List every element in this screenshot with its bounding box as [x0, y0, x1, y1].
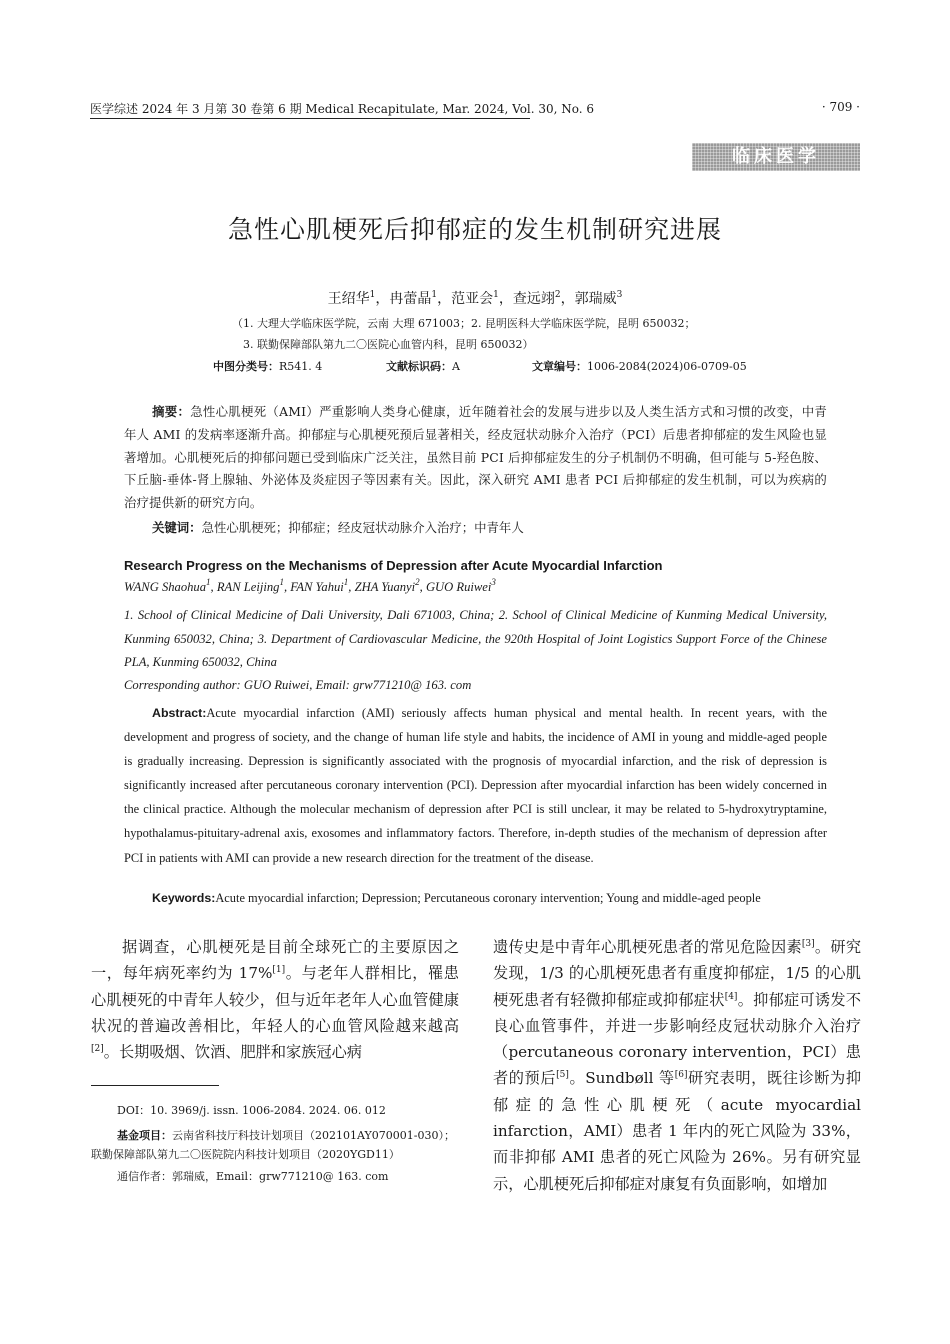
body-text: 。与老年人群相比，罹患心肌梗死的中青年人较少，但与近年老年人心血管健康状况的普遍改善相比，年轻人的心血管风险越来越高	[91, 964, 459, 1035]
body-column-right	[493, 934, 861, 1197]
art-value: 1006-2084(2024)06-0709-05	[587, 360, 747, 373]
article-title: 急性心肌梗死后抑郁症的发生机制研究进展	[227, 215, 722, 244]
citation: [3]	[801, 939, 815, 949]
author-list: 王绍华$^1$，冉蕾晶$^1$，范亚会$^1$，查远翊$^2$，郭瑞威$^3$	[327, 290, 623, 307]
english-keywords	[152, 891, 761, 906]
abstract-en-text: Acute myocardial infarction (AMI) seriously affects human physical and mental health. In recent years, with the development and progress of society, and the change of human life style and habits, the incidence of AMI in young and middle-aged people is gradually increasing. Depression is significantly associated with the prognosis of myocardial infarction, and the risk of depression is significantly increased after percutaneous coronary intervention (PCI). Depression after myocardial infarction has been widely concerned in the clinical practice. Although the molecular mechanism of depression after PCI is still unclear, it may be related to 5-hydroxytryptamine, hypothalamus-pituitary-adrenal axis, exosomes and inflammatory factors. Therefore, in-depth studies of the mechanism of depression after PCI in patients with AMI can provide a new research direction for the treatment of the disease.	[124, 706, 827, 865]
en-author: RAN Leijing	[216, 580, 280, 594]
abstract-en-label: Abstract:	[152, 706, 207, 720]
fund-label: 基金项目：	[117, 1129, 172, 1142]
english-affiliations: 1. School of Clinical Medicine of Dali University, Dali 671003, China; 2. School of Clinical Medicine of Kunming Medical University, Kunming 650032, China; 3. Department of Cardiovascular Medicine, the 920th Hospital of Joint Logistics Support Force of the Chinese PLA, Kunming 650032, China	[124, 608, 827, 669]
page-number: · 709 ·	[821, 100, 860, 114]
chinese-keywords	[152, 518, 524, 536]
author-name: 范亚会	[451, 291, 494, 307]
keywords-en-label: Keywords:	[152, 891, 216, 905]
citation: [4]	[724, 991, 738, 1002]
body-text: 。抑郁症可诱发不良心血管事件，并进一步影响经皮冠状动脉介入治疗（percutaneous coronary intervention，PCI）患者的预后	[493, 990, 862, 1088]
en-author-aff: 2	[415, 577, 420, 587]
en-author-aff: 1	[343, 577, 349, 587]
keywords-label: 关键词：	[152, 520, 202, 535]
abstract-label: 摘要：	[152, 404, 191, 419]
affiliations-line-2: 3. 联勤保障部队第九二〇医院心血管内科，昆明 650032）	[243, 338, 534, 351]
english-abstract	[124, 701, 827, 870]
author-aff: 1	[369, 290, 376, 300]
abstract-text: 急性心肌梗死（AMI）严重影响人类身心健康，近年随着社会的发展与进步以及人类生活方式和习惯的改变，中青年人 AMI 的发病率逐渐升高。抑郁症与心肌梗死预后显著相关，经皮冠状动脉介入治疗（PCI）后患者抑郁症的发生风险也显著增加。心肌梗死后的抑郁问题已受到临床广泛关注，虽然目前 PCI 后抑郁症发生的分子机制仍不明确，但可能与 5-羟色胺、下丘脑-垂体-肾上腺轴、外泌体及炎症因子等因素有关。因此，深入研究 AMI 患者 PCI 后抑郁症的发生机制，可以为疾病的治疗提供新的研究方向。	[124, 404, 827, 511]
author-aff: 1	[431, 290, 438, 300]
footnote-fund	[91, 1126, 463, 1164]
footnote-doi: DOI：10. 3969/j. issn. 1006-2084. 2024. 06. 012	[117, 1104, 386, 1117]
english-authors: WANG Shaohua$^1$, RAN Leijing$^1$, FAN Yahui$^1$, ZHA Yuanyi$^2$, GUO Ruiwei$^3$	[124, 577, 496, 594]
en-author-aff: 1	[279, 577, 284, 587]
en-author: WANG Shaohua	[124, 580, 207, 594]
en-author: ZHA Yuanyi	[354, 580, 416, 594]
art-label: 文章编号：	[532, 360, 587, 373]
en-author-aff: 1	[206, 577, 211, 587]
affiliations-line-1: （1. 大理大学临床医学院，云南 大理 671003；2. 昆明医科大学临床医学院，昆明 650032；	[232, 317, 696, 330]
header-rule	[90, 118, 530, 119]
author-name: 冉蕾晶	[389, 291, 432, 307]
doc-value: A	[452, 360, 460, 373]
author-name: 郭瑞威	[574, 291, 617, 307]
corresponding-author: Corresponding author: GUO Ruiwei, Email: grw771210@ 163. com	[124, 678, 472, 692]
document-code	[386, 358, 460, 374]
en-author-aff: 3	[491, 577, 496, 587]
author-aff: 1	[493, 290, 499, 300]
chinese-abstract	[124, 401, 827, 515]
en-author: FAN Yahui	[290, 580, 344, 594]
keywords-en-text: Acute myocardial infarction; Depression; Percutaneous coronary intervention; Young and middle-aged people	[215, 891, 761, 905]
en-author: GUO Ruiwei	[425, 580, 492, 594]
clc-number	[213, 358, 322, 374]
author-name: 查远翊	[512, 291, 555, 307]
footnote-rule	[91, 1085, 219, 1086]
keywords-text: 急性心肌梗死；抑郁症；经皮冠状动脉介入治疗；中青年人	[201, 520, 524, 535]
citation: [1]	[272, 965, 286, 976]
author-aff: 3	[616, 290, 623, 300]
english-title: Research Progress on the Mechanisms of Depression after Acute Myocardial Infarction	[124, 558, 663, 573]
body-text: 据调查，心肌梗死是目前全球死亡的主要原因之一，每年病死率约为 17%	[91, 938, 459, 983]
author-name: 王绍华	[327, 291, 370, 307]
body-text: 。Sundbøll 等	[568, 1069, 675, 1088]
clc-label: 中图分类号：	[213, 360, 279, 373]
citation: [5]	[556, 1070, 569, 1081]
body-text: 。长期吸烟、饮酒、肥胖和家族冠心病	[103, 1043, 362, 1062]
section-tag: 临床医学	[692, 143, 860, 171]
doc-label: 文献标识码：	[386, 360, 452, 373]
body-text: 遗传史是中青年心肌梗死患者的常见危险因素	[493, 938, 802, 956]
footnote-corresponding: 通信作者：郭瑞威，Email：grw771210@ 163. com	[117, 1170, 389, 1183]
fund-text: 云南省科技厅科技计划项目（202101AY070001-030）；联勤保障部队第九二〇医院院内科技计划项目（2020YGD11）	[91, 1129, 455, 1161]
citation: [2]	[91, 1044, 104, 1055]
body-text: 。研究发现，1/3 的心肌梗死患者有重度抑郁症，1/5 的心肌梗死患者有轻微抑郁症或抑郁症状	[493, 938, 862, 1009]
body-column-left	[91, 934, 459, 1065]
journal-line: 医学综述 2024 年 3 月第 30 卷第 6 期 Medical Recapitulate, Mar. 2024, Vol. 30, No. 6	[90, 102, 595, 116]
body-text: 研究表明，既往诊断为抑郁症的急性心肌梗死（acute myocardial infarction，AMI）患者 1 年内的死亡风险为 33%，而非抑郁 AMI 患者的死亡风险为 26%。另有研究显示，心肌梗死后抑郁症对康复有负面影响，如增加	[493, 1069, 862, 1193]
article-number	[532, 358, 747, 374]
citation: [6]	[674, 1070, 688, 1081]
author-aff: 2	[554, 290, 561, 300]
clc-value: R541. 4	[279, 360, 323, 373]
